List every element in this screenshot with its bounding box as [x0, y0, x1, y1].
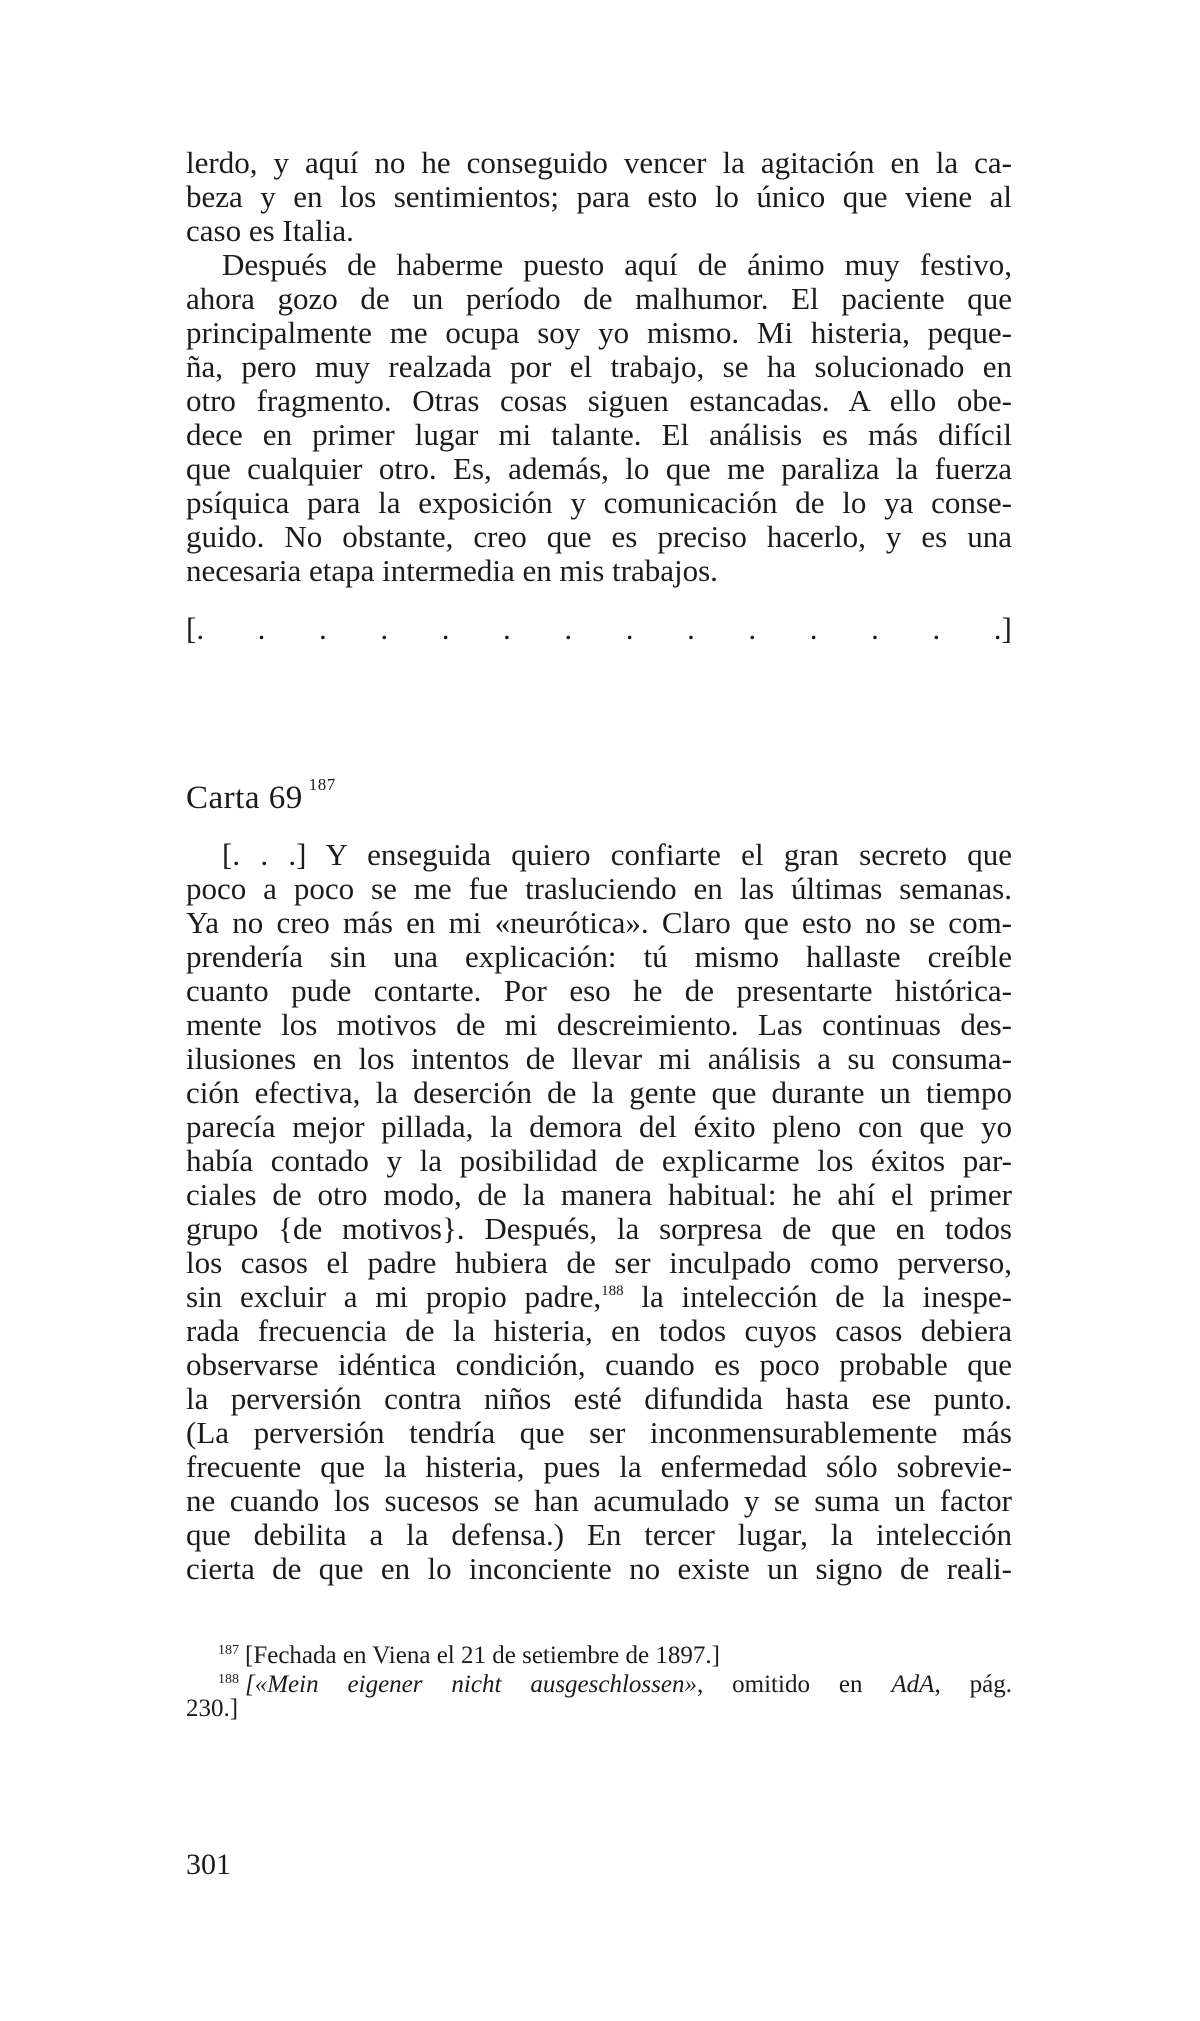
text-line: la perversión contra niños esté difundida hasta ese punto.: [186, 1381, 1012, 1416]
omission-dot: .: [625, 611, 634, 646]
text-line: cierta de que en lo inconciente no existe un signo de reali-: [186, 1551, 1012, 1586]
text-line: parecía mejor pillada, la demora del éxito pleno con que yo: [186, 1109, 1012, 1144]
footnote-text: , pág.: [934, 1671, 1012, 1698]
omission-dot: .: [687, 611, 695, 646]
omission-dot: .: [932, 611, 941, 646]
text-line: ña, pero muy realzada por el trabajo, se ha solucionado en: [186, 349, 1012, 384]
text-line: grupo {de motivos}. Después, la sorpresa de que en todos: [186, 1211, 1012, 1246]
omission-dot: .: [748, 611, 757, 646]
letter-title: Carta 69: [186, 780, 303, 816]
text-line: ne cuando los sucesos se han acumulado y se suma un factor: [186, 1483, 1012, 1518]
body-text-letter: [186, 838, 1012, 1586]
footnote-ref-188: 188: [601, 1283, 624, 1299]
omission-dot: .: [257, 611, 266, 646]
text-line: prendería sin una explicación: tú mismo hallaste creíble: [186, 939, 1012, 974]
text-segment: sin excluir a mi propio padre,: [186, 1279, 602, 1314]
text-line: Ya no creo más en mi «neurótica». Claro que esto no se com-: [186, 905, 1012, 940]
omission-dot: .: [809, 611, 818, 646]
omission-open: [.: [186, 611, 205, 646]
footnote-source: AdA: [891, 1671, 935, 1698]
text-line: principalmente me ocupa soy yo mismo. Mi histeria, peque-: [186, 315, 1012, 350]
text-line: ilusiones en los intentos de llevar mi análisis a su consuma-: [186, 1041, 1012, 1076]
text-line: que debilita a la defensa.) En tercer lugar, la intelección: [186, 1517, 1012, 1552]
text-line: observarse idéntica condición, cuando es poco probable que: [186, 1347, 1012, 1382]
footnotes: [186, 1636, 1012, 1723]
footnote-188: [186, 1665, 1012, 1698]
body-text-top: [186, 146, 1012, 588]
text-line-with-footnote: [186, 1280, 1012, 1314]
text-line: Después de haberme puesto aquí de ánimo muy festivo,: [222, 247, 1012, 282]
text-line: lerdo, y aquí no he conseguido vencer la agitación en la ca-: [186, 145, 1012, 180]
omission-dot: .: [871, 611, 879, 646]
footnote-quote: [«Mein eigener nicht ausgeschlossen»: [245, 1671, 697, 1698]
text-line: dece en primer lugar mi talante. El análisis es más difícil: [186, 417, 1012, 452]
text-line: poco a poco se me fue trasluciendo en las últimas semanas.: [186, 871, 1012, 906]
omission-dot: .: [380, 611, 389, 646]
page-number: 301: [186, 1848, 231, 1881]
footnote-188-continuation: 230.]: [186, 1695, 239, 1722]
footnote-text: , omitido en: [696, 1671, 892, 1698]
omission-dot: .: [441, 611, 450, 646]
text-line: caso es Italia.: [186, 213, 354, 248]
omission-close: .]: [993, 611, 1012, 646]
footnote-number: 188: [218, 1672, 239, 1687]
text-line: ciales de otro modo, de la manera habitual: he ahí el primer: [186, 1177, 1012, 1212]
text-line: cuanto pude contarte. Por eso he de presentarte histórica-: [186, 973, 1012, 1008]
text-line: [. . .] Y enseguida quiero confiarte el gran secreto que: [222, 837, 1012, 872]
omission-dot: .: [319, 611, 327, 646]
heading-footnote-ref: 187: [308, 775, 336, 794]
omission-dot: .: [564, 611, 573, 646]
omission-marker: [186, 612, 1012, 646]
footnote-text: [Fechada en Viena el 21 de setiembre de 1897.]: [245, 1642, 720, 1669]
text-line: mente los motivos de mi descreimiento. Las continuas des-: [186, 1007, 1012, 1042]
text-line: rada frecuencia de la histeria, en todos cuyos casos debiera: [186, 1313, 1012, 1348]
text-line: que cualquier otro. Es, además, lo que me paraliza la fuerza: [186, 451, 1012, 486]
text-line: había contado y la posibilidad de explicarme los éxitos par-: [186, 1143, 1012, 1178]
omission-dot: .: [503, 611, 511, 646]
text-line: guido. No obstante, creo que es preciso hacerlo, y es una: [186, 519, 1012, 554]
text-line: psíquica para la exposición y comunicación de lo ya conse-: [186, 485, 1012, 520]
text-line: beza y en los sentimientos; para esto lo único que viene al: [186, 179, 1012, 214]
text-line: frecuente que la histeria, pues la enfermedad sólo sobrevie-: [186, 1449, 1012, 1484]
text-line: ahora gozo de un período de malhumor. El paciente que: [186, 281, 1012, 316]
letter-heading: [186, 765, 336, 818]
text-line: otro fragmento. Otras cosas siguen estancadas. A ello obe-: [186, 383, 1012, 418]
text-line: ción efectiva, la deserción de la gente que durante un tiempo: [186, 1075, 1012, 1110]
text-line: (La perversión tendría que ser inconmensurablemente más: [186, 1415, 1012, 1450]
text-line: necesaria etapa intermedia en mis trabajos.: [186, 553, 718, 588]
footnote-187: [186, 1636, 1012, 1669]
footnote-number: 187: [218, 1643, 239, 1658]
text-segment: la intelección de la inespe-: [623, 1279, 1012, 1314]
text-line: los casos el padre hubiera de ser inculpado como perverso,: [186, 1245, 1012, 1280]
